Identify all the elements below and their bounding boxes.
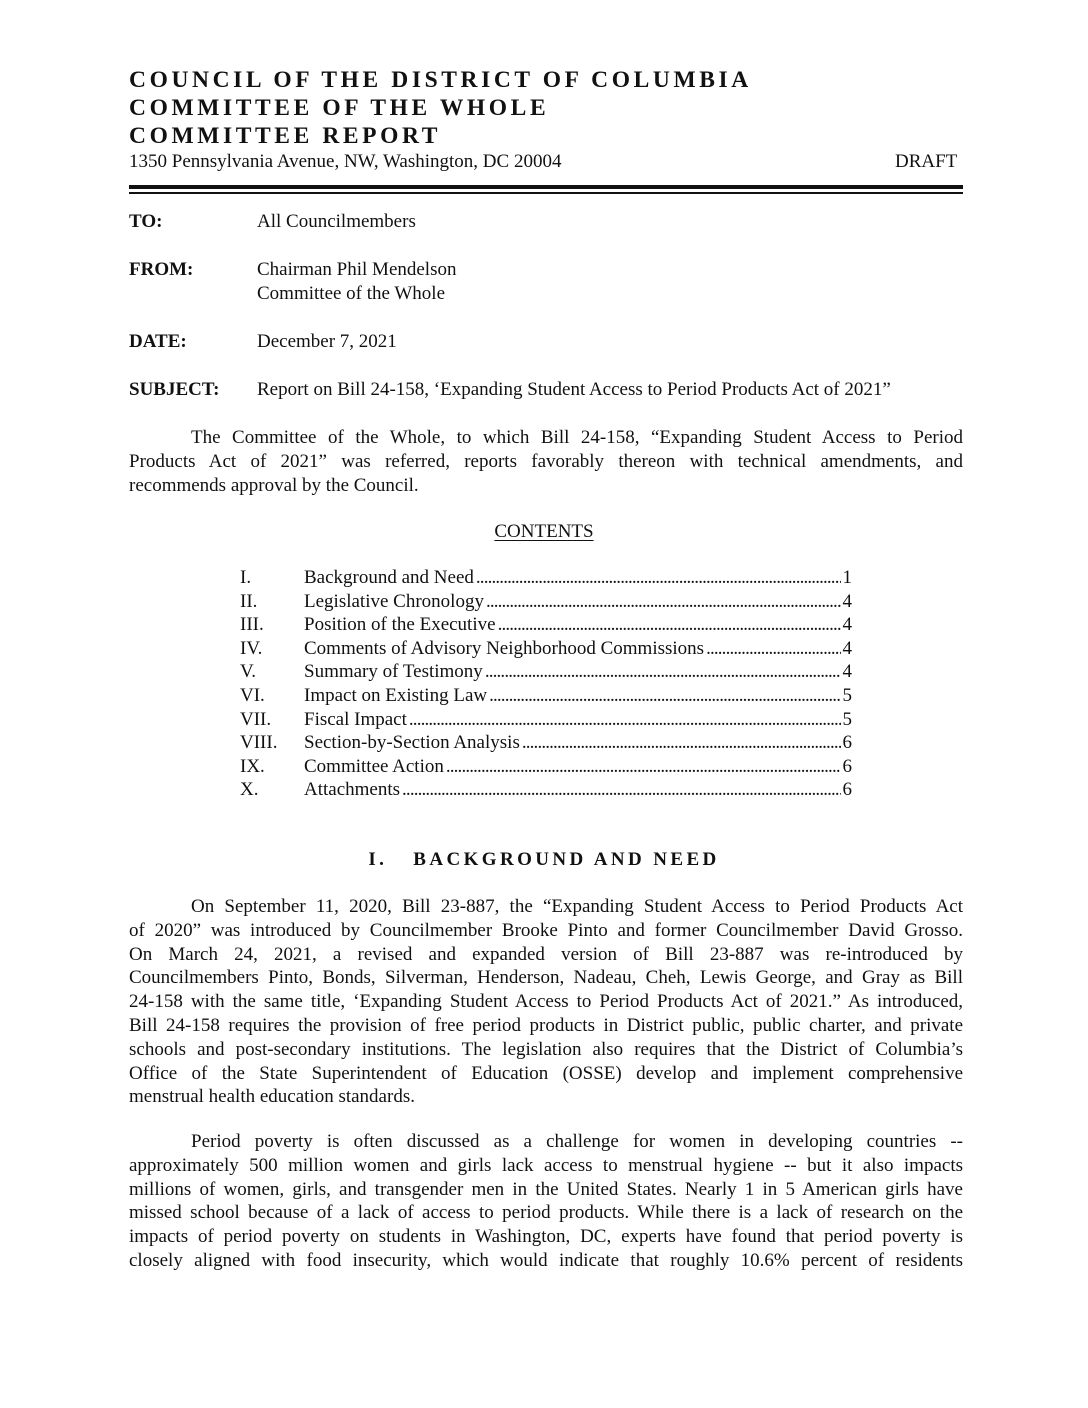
toc-leader [446, 755, 841, 779]
toc-page: 5 [842, 708, 852, 730]
background-paragraph-2 [129, 1130, 963, 1273]
intro-line: Products Act of 2021” was referred, reports favorably thereon with technical amendments, and [129, 450, 963, 472]
intro-paragraph [129, 426, 963, 497]
contents-heading [0, 520, 1088, 544]
toc-number: III. [240, 614, 264, 636]
toc-leader [485, 660, 841, 684]
toc-number: VII. [240, 708, 272, 730]
header-rule-thick [129, 185, 963, 189]
toc-leader [402, 778, 840, 802]
toc-title: Fiscal Impact [304, 708, 407, 730]
toc-number: IV. [240, 637, 263, 659]
committee-title: COMMITTEE OF THE WHOLE [129, 95, 550, 121]
toc-page: 6 [842, 755, 852, 777]
toc-leader [486, 590, 841, 614]
subject-value: Report on Bill 24-158, ‘Expanding Student Access to Period Products Act of 2021” [257, 379, 891, 400]
subject-label: SUBJECT: [129, 379, 220, 400]
section-title: BACKGROUND AND NEED [413, 849, 720, 870]
toc-entry[interactable] [240, 778, 852, 802]
body-line: Office of the State Superintendent of Education (OSSE) develop and implement comprehensive [129, 1062, 963, 1084]
draft-status: DRAFT [895, 151, 958, 172]
section-heading [0, 848, 1088, 872]
body-line: of 2020” was introduced by Councilmember Brooke Pinto and former Councilmember David Grosso. [129, 919, 963, 941]
toc-number: VIII. [240, 732, 278, 754]
toc-title: Position of the Executive [304, 614, 496, 636]
report-title: COMMITTEE REPORT [129, 123, 442, 149]
date-label: DATE: [129, 331, 187, 352]
header-rule-thin [129, 192, 963, 194]
background-paragraph-1 [129, 895, 963, 1109]
body-line: On September 11, 2020, Bill 23-887, the “Expanding Student Access to Period Products Act [191, 896, 963, 917]
section-number: I. [368, 849, 388, 870]
toc-page: 6 [842, 779, 852, 801]
intro-line: recommends approval by the Council. [129, 474, 419, 496]
from-value-name: Chairman Phil Mendelson [257, 259, 457, 280]
toc-leader [489, 684, 840, 708]
intro-line: The Committee of the Whole, to which Bill 24-158, “Expanding Student Access to Period [191, 427, 963, 448]
to-label: TO: [129, 211, 163, 232]
body-line: Councilmembers Pinto, Bonds, Silverman, Henderson, Nadeau, Cheh, Lewis George, and Gray as Bill [129, 967, 963, 989]
toc-entry[interactable] [240, 755, 852, 779]
toc-page: 5 [842, 684, 852, 706]
body-line: millions of women, girls, and transgender men in the United States. Nearly 1 in 5 American girls have [129, 1178, 963, 1200]
toc-title: Section-by-Section Analysis [304, 732, 520, 754]
toc-leader [498, 613, 841, 637]
council-title: COUNCIL OF THE DISTRICT OF COLUMBIA [129, 67, 752, 93]
toc-title: Attachments [304, 779, 401, 801]
toc-number: II. [240, 590, 258, 612]
toc-leader [476, 566, 841, 590]
toc-page: 4 [842, 614, 852, 636]
toc-entry[interactable] [240, 613, 852, 637]
toc-page: 6 [842, 732, 852, 754]
toc-entry[interactable] [240, 590, 852, 614]
toc-leader [522, 731, 841, 755]
toc-entry[interactable] [240, 731, 852, 755]
toc-entry[interactable] [240, 566, 852, 590]
toc-page: 4 [842, 590, 852, 612]
body-line: Period poverty is often discussed as a challenge for women in developing countries -- [191, 1131, 963, 1152]
toc-title: Background and Need [304, 567, 474, 588]
toc-title: Committee Action [304, 755, 444, 777]
body-line: closely aligned with food insecurity, which would indicate that roughly 10.6% percent of residents [129, 1249, 963, 1271]
body-line: schools and post-secondary institutions. The legislation also requires that the District of Columbia’s [129, 1038, 963, 1060]
body-line: missed school because of a lack of access to period products. While there is a lack of research on the [129, 1202, 963, 1224]
toc-number: X. [240, 779, 259, 801]
council-address: 1350 Pennsylvania Avenue, NW, Washington, DC 20004 [129, 151, 562, 172]
contents-title: CONTENTS [494, 521, 594, 542]
toc-page: 4 [842, 661, 852, 683]
toc-entry[interactable] [240, 637, 852, 661]
body-line: impacts of period poverty on students in Washington, DC, experts have found that period poverty is [129, 1226, 963, 1248]
toc-title: Comments of Advisory Neighborhood Commissions [304, 637, 705, 659]
table-of-contents [240, 566, 852, 802]
date-value: December 7, 2021 [257, 331, 397, 352]
body-line: On March 24, 2021, a revised and expanded version of Bill 23-887 was re-introduced by [129, 943, 963, 965]
toc-number: V. [240, 661, 257, 683]
toc-number: IX. [240, 755, 265, 777]
toc-page: 4 [842, 637, 852, 659]
body-line: Bill 24-158 requires the provision of free period products in District public, public charter, and private [129, 1014, 963, 1036]
toc-page: 1 [842, 567, 852, 588]
from-label: FROM: [129, 259, 194, 280]
toc-title: Impact on Existing Law [304, 684, 488, 706]
body-line: approximately 500 million women and girls lack access to menstrual hygiene -- but it also impacts [129, 1154, 963, 1176]
toc-entry[interactable] [240, 684, 852, 708]
toc-number: I. [240, 567, 252, 588]
toc-title: Summary of Testimony [304, 661, 483, 683]
toc-entry[interactable] [240, 708, 852, 732]
toc-number: VI. [240, 684, 265, 706]
toc-leader [706, 637, 840, 661]
toc-title: Legislative Chronology [304, 590, 484, 612]
toc-entry[interactable] [240, 660, 852, 684]
from-value-committee: Committee of the Whole [257, 283, 446, 304]
toc-leader [409, 708, 841, 732]
body-line: 24-158 with the same title, ‘Expanding Student Access to Period Products Act of 2021.” As introduced, [129, 991, 963, 1013]
body-line: menstrual health education standards. [129, 1086, 415, 1108]
to-value: All Councilmembers [257, 211, 416, 232]
